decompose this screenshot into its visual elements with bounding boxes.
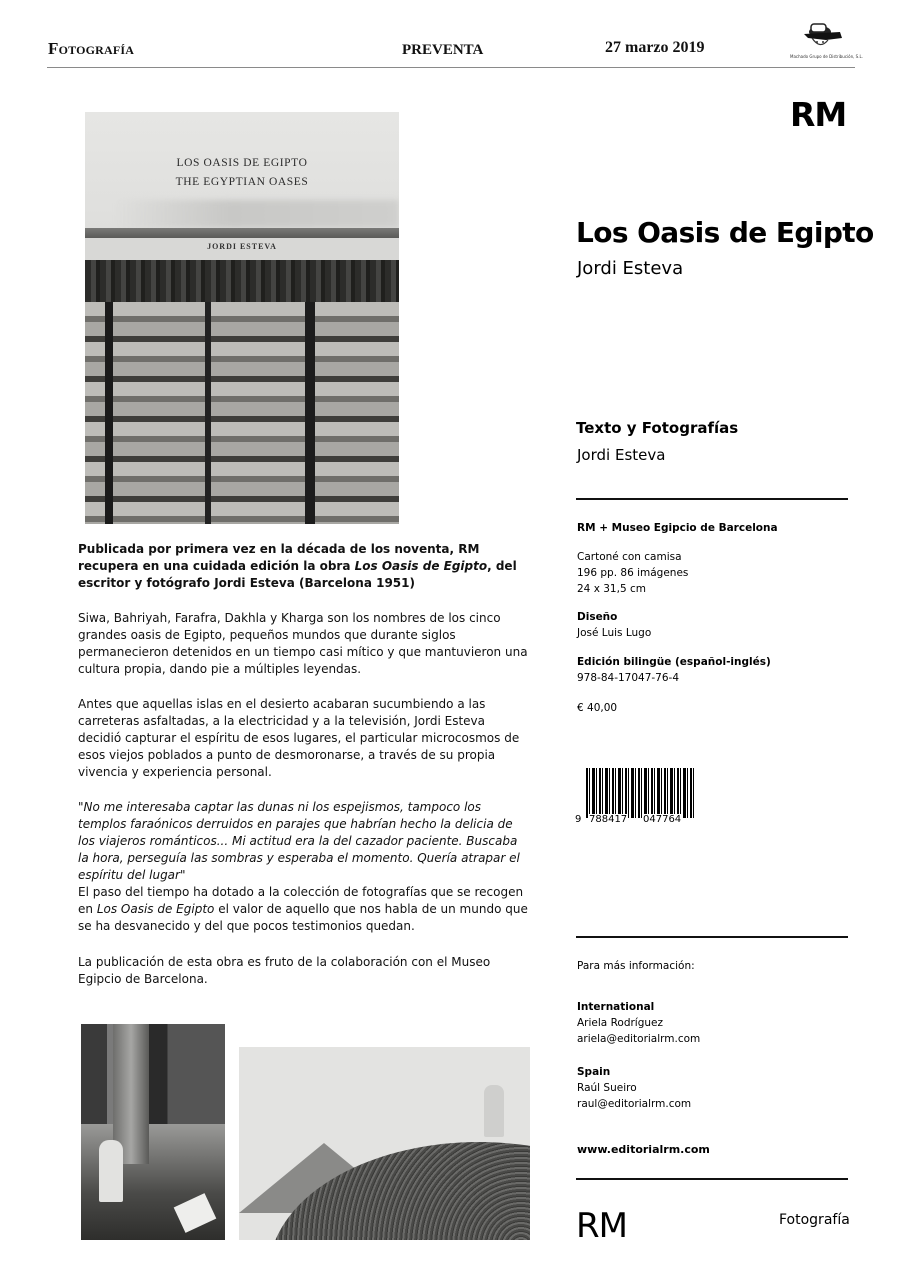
paragraph-capture-text: Antes que aquellas islas en el desierto acabaran sucumbiendo a las carreteras asfaltadas, a la electricidad y a la televisión, Jordi Esteva decidió capturar el espíritu de esos lugares, el particular microcosmos de esos viejos poblados a punto de desmoronarse, a través de su propia vivencia y experiencia personal. (78, 697, 520, 779)
book-cover-image (85, 112, 399, 524)
paragraph-time-book-title: Los Oasis de Egipto (96, 902, 215, 916)
author-quote (78, 799, 528, 884)
header-divider (47, 67, 855, 68)
cover-title-es: LOS OASIS DE EGIPTO (176, 157, 308, 169)
paragraph-collaboration-text: La publicación de esta obra es fruto de la colaboración con el Museo Egipcio de Barcelona. (78, 955, 491, 986)
contact-international (577, 999, 700, 1047)
paragraph-oases-text: Siwa, Bahriyah, Farafra, Dakhla y Kharga son los nombres de los cinco grandes oasis de Egipto, pequeños mundos que durante siglos permanecieron detenidos en un tiempo casi mítico y que mantuvieron una cultura propia, dando pie a múltiples leyendas. (78, 611, 528, 676)
photo-oasis-girls-water (81, 1024, 225, 1240)
header-category: Fotografía (48, 39, 135, 58)
quote-text: "No me interesaba captar las dunas ni los espejismos, tampoco los templos faraónicos derruidos en parajes que habrían hecho la delicia de los viajeros románticos... Mi actitud era la del cazador paciente. Buscaba la hora, perseguía las sombras y esperaba el momento. Quería atrapar el espíritu del lugar" (78, 800, 520, 882)
footer-mark: RM (576, 1206, 627, 1246)
coedition-text: RM + Museo Egipcio de Barcelona (577, 522, 778, 534)
lead-text-pre: Publicada por primera vez en la década de los noventa, RM recupera en una cuidada edición la obra (78, 542, 480, 573)
design-name: José Luis Lugo (577, 627, 652, 639)
description-paragraph-collaboration (78, 954, 528, 988)
design-block (577, 609, 651, 641)
website-link[interactable]: www.editorialrm.com (577, 1143, 710, 1156)
hat-man-logo-icon (790, 20, 854, 54)
isbn: 978-84-17047-76-4 (577, 672, 680, 684)
barcode-digits-left: 788417 (589, 814, 628, 825)
isbn-barcode (574, 768, 702, 830)
book-title: Los Oasis de Egipto (576, 216, 874, 249)
design-label: Diseño (577, 611, 618, 623)
credit-name: Jordi Esteva (577, 446, 666, 464)
contact-spain-label: Spain (577, 1066, 611, 1078)
contact-spain-name: Raúl Sueiro (577, 1082, 637, 1094)
cover-mist (115, 200, 399, 228)
divider-top (576, 498, 848, 500)
divider-middle (576, 936, 848, 938)
coedition (577, 520, 778, 536)
publisher-mark: RM (790, 95, 847, 134)
contact-international-name: Ariela Rodríguez (577, 1017, 664, 1029)
description-paragraph-time (78, 884, 528, 935)
contact-intro: Para más información: (577, 960, 695, 972)
lead-text-post: , del escritor y fotógrafo Jordi Esteva (Barcelona 1951) (78, 559, 517, 590)
header-status: PREVENTA (402, 42, 484, 58)
cover-author: JORDI ESTEVA (207, 242, 277, 251)
paragraph-time-pre: El paso del tiempo ha dotado a la colección de fotografías que se recogen en (78, 885, 524, 916)
contact-spain (577, 1064, 691, 1112)
footer-category: Fotografía (779, 1212, 850, 1228)
cover-title-en: THE EGYPTIAN OASES (175, 176, 309, 188)
photo-girl-figure (99, 1140, 123, 1202)
cover-shore (85, 228, 399, 238)
divider-bottom (576, 1178, 848, 1180)
photo-child-on-hill (239, 1047, 530, 1240)
barcode-icon (586, 768, 696, 818)
logo-caption: Machado Grupo de Distribución, S.L. (790, 54, 863, 59)
description-paragraph-capture (78, 696, 528, 781)
description-lead (78, 541, 528, 592)
book-author: Jordi Esteva (577, 258, 684, 279)
barcode-digits-right: 047764 (643, 814, 682, 825)
spec-pages: 196 pp. 86 imágenes (577, 567, 689, 579)
price: € 40,00 (577, 702, 618, 714)
paragraph-time-post: el valor de aquello que nos habla de un mundo que se ha desvanecido y del que pocos testimonios quedan. (78, 902, 528, 933)
edition-block (577, 654, 771, 686)
photo-child-figure (484, 1085, 504, 1137)
cover-village-ruins (85, 302, 399, 524)
credit-label: Texto y Fotografías (576, 419, 739, 437)
contact-international-email[interactable]: ariela@editorialrm.com (577, 1033, 701, 1045)
distributor-logo (790, 20, 863, 64)
lead-book-title: Los Oasis de Egipto (354, 559, 488, 573)
barcode-digit-prefix: 9 (575, 814, 582, 825)
edition-label: Edición bilingüe (español-inglés) (577, 656, 771, 668)
spec-size: 24 x 31,5 cm (577, 583, 646, 595)
specs-block (577, 549, 688, 597)
description-paragraph-oases (78, 610, 528, 678)
contact-spain-email[interactable]: raul@editorialrm.com (577, 1098, 692, 1110)
contact-international-label: International (577, 1001, 655, 1013)
spec-binding: Cartoné con camisa (577, 551, 682, 563)
header-date: 27 marzo 2019 (605, 39, 705, 56)
